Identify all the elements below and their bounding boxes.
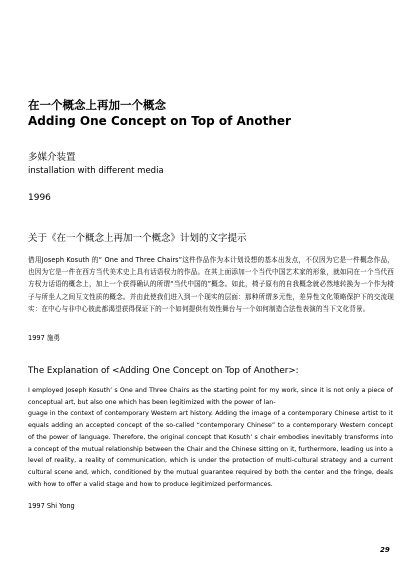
work-year: 1996 [28,193,51,203]
chinese-signature: 1997 施勇 [28,334,61,342]
english-statement-heading: The Explanation of <Adding One Concept on Top of Another>: [28,366,299,376]
english-statement-body: I employed Joseph Kosuth’ s One and Three Chairs as the starting point for my work, since it is not only a piece of conceptual art, but also one which has been legitimized with the power of lan- guage in the context of contemporary Western art history. Adding the image of a contemporary Chinese artist to it equals adding an accepted concept of the so-called “contemporary Chinese” to a contemporary Western concept of the power of language. Therefore, the original concept that Kosuth’ s chair embodies inevitably transforms into a concept of the mutual relationship between the Chair and the Chinese sitting on it, furthermore, leading us into a level of reality, a reality of communication, which is under the protection of multi-cultural strategy and a current cultural scene and, which, conditioned by the mutual guarantee required by both the center and the fringe, deals with how to offer a valid stage and how to produce legitimized performances. [28,387,393,488]
page-number: 29 [380,546,390,554]
title-chinese: 在一个概念上再加一个概念 [28,98,166,112]
title-english: Adding One Concept on Top of Another [28,114,291,128]
medium-chinese: 多媒介装置 [28,152,76,163]
medium-english: installation with different media [28,166,164,176]
chinese-statement-body: 借用Joseph Kosuth 的“ One and Three Chairs”这件作品作为本计划设想的基本出发点，不仅因为它是一件概念作品，也因为它是一件在西方当代美术史上具有话语权力的作品。在其上面添加一个当代中国艺术家的形象，就如同在一个当代西方权力话语的概念上，加上一个获得确认的所谓“当代中国的”概念。如此，椅子原有的自我概念就必然地转换为一个作为椅子与所坐人之间互文性质的概念。并由此使我们进入到一个现实的层面：那种所谓多元性，差异性文化策略保护下的交流现实：在中心与非中心彼此都渴望获得保证下的一个如何提供有效性舞台与一个如何制造合法性表演的当下文化背景。 [28,256,394,313]
chinese-statement-heading: 关于《在一个概念上再加一个概念》计划的文字提示 [28,233,247,244]
english-signature: 1997 Shi Yong [28,502,75,510]
